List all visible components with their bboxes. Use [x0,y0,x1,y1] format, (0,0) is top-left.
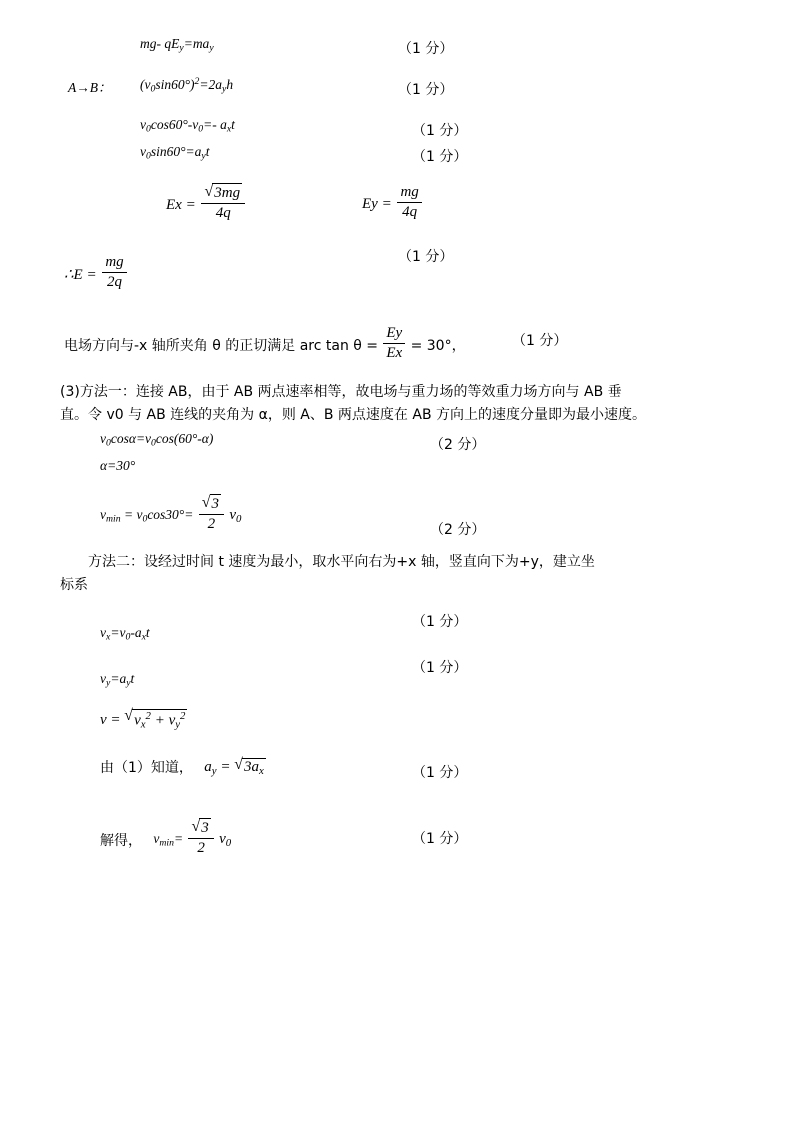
part3-method2-paragraph [60,551,760,597]
label-a-to-b [68,76,112,96]
final-answer-num: 3 [201,820,209,837]
final-answer-label: 解得， [100,833,142,850]
equation-v-magnitude [100,708,187,730]
equation-vcos-alpha: $v_0\cos\alpha=v_0\cos(60^\circ-\alpha)$ [100,431,214,449]
label-a-to-b-text: A→B： [68,80,112,95]
score-mark-12: （1 分） [412,831,468,847]
part3-method1-paragraph [60,381,750,427]
theta-fraction-num: Ey [386,324,403,341]
equation-ex [166,185,247,225]
score-mark-7: （2 分） [430,437,486,453]
final-answer-fraction [188,818,213,858]
from-part1-equation: $a_y$ = √ $3a_x$ [204,757,266,777]
field-direction-line [64,326,466,365]
equation-ey-numerator: mg [397,183,421,203]
final-answer-line [100,820,231,860]
equation-ex-denominator: 4q [215,205,231,222]
score-mark-6: （1 分） [512,333,568,349]
equation-ex-label: Ex = [166,196,196,213]
equation-ab: $(v_0\sin 60^\circ)^2=2a_yh$ [140,76,234,95]
equation-ey [362,185,424,224]
equation-vmin-den: 2 [207,516,216,533]
equation-mg-qey-rest: =ma [183,36,210,51]
equation-vmin-num: 3 [211,496,219,513]
equation-v-label: v = [100,712,121,729]
from-part1-eq-right: $3a_x$ [244,758,264,777]
field-direction-value: = 30°， [410,338,466,355]
score-mark-3: （1 分） [412,123,468,139]
equation-mg-qey-sub2: y [209,42,214,54]
part3-method2-line1: 方法二：设经过时间 t 速度为最小，取水平向右为+x 轴，竖直向下为+y，建立坐 [88,554,595,570]
equation-e-result [64,255,129,294]
equation-v-radicand: $v_x^2 + v_y^2$ [134,709,186,730]
equation-e-result-label: ∴E = [64,266,97,283]
final-answer-vmin-label: $v_{min}=$ [153,831,184,849]
equation-ey-denominator: 4q [402,203,418,220]
equation-e-result-fraction [102,253,126,292]
score-mark-5: （1 分） [398,249,454,265]
field-direction-text: 电场方向与-x 轴所夹角 θ 的正切满足 arc tan θ = [64,338,379,355]
score-mark-10: （1 分） [412,660,468,676]
equation-vy: $v_y=a_yt$ [100,671,135,689]
equation-vmin-label: $v_{min} = v_0\cos 30^\circ=$ [100,507,194,525]
part3-method2-line2: 标系 [60,577,88,594]
equation-ey-label: Ey = [362,195,392,212]
equation-mg-qey-text: mg- qE [140,36,180,51]
score-mark-4: （1 分） [412,149,468,165]
from-part1-line [100,757,266,777]
final-answer-den: 2 [197,840,205,857]
equation-vy-component: $v_0\sin 60^\circ=a_yt$ [140,144,210,162]
theta-fraction [383,324,405,363]
part3-method1-line1: (3)方法一：连接 AB，由于 AB 两点速率相等，故电场与重力场的等效重力场方向与 AB 垂 [60,384,622,400]
equation-mg-qey [140,36,214,54]
equation-vmin-method1 [100,496,241,536]
equation-ey-fraction [397,183,421,222]
score-mark-11: （1 分） [412,765,468,781]
score-mark-9: （1 分） [412,614,468,630]
score-mark-1: （1 分） [398,41,454,57]
equation-vmin-tail: $v_0$ [229,507,242,526]
equation-e-result-numerator: mg [102,253,126,273]
equation-ex-numerator: 3mg [214,185,241,202]
from-part1-label: 由（1）知道， [100,760,193,776]
equation-alpha-value: α=30° [100,458,136,473]
equation-vx: $v_x=v_0-a_xt$ [100,625,150,643]
score-mark-8: （2 分） [430,522,486,538]
equation-e-result-denominator: 2q [107,273,122,290]
part3-method1-line2: 直。令 v0 与 AB 连线的夹角为 α，则 A、B 两点速度在 AB 方向上的速度分量即为最小速度。 [60,407,647,424]
equation-v-sqrt [124,708,187,730]
equation-mg-qey-sub: y [179,42,184,54]
equation-ex-fraction [201,183,245,223]
equation-vmin-fraction [199,494,224,534]
score-mark-2: （1 分） [398,82,454,98]
final-answer-tail: $v_0$ [219,831,232,850]
equation-vx-component: $v_0\cos 60^\circ-v_0=-$ $a_xt$ [140,117,235,135]
theta-fraction-den: Ex [386,344,403,361]
